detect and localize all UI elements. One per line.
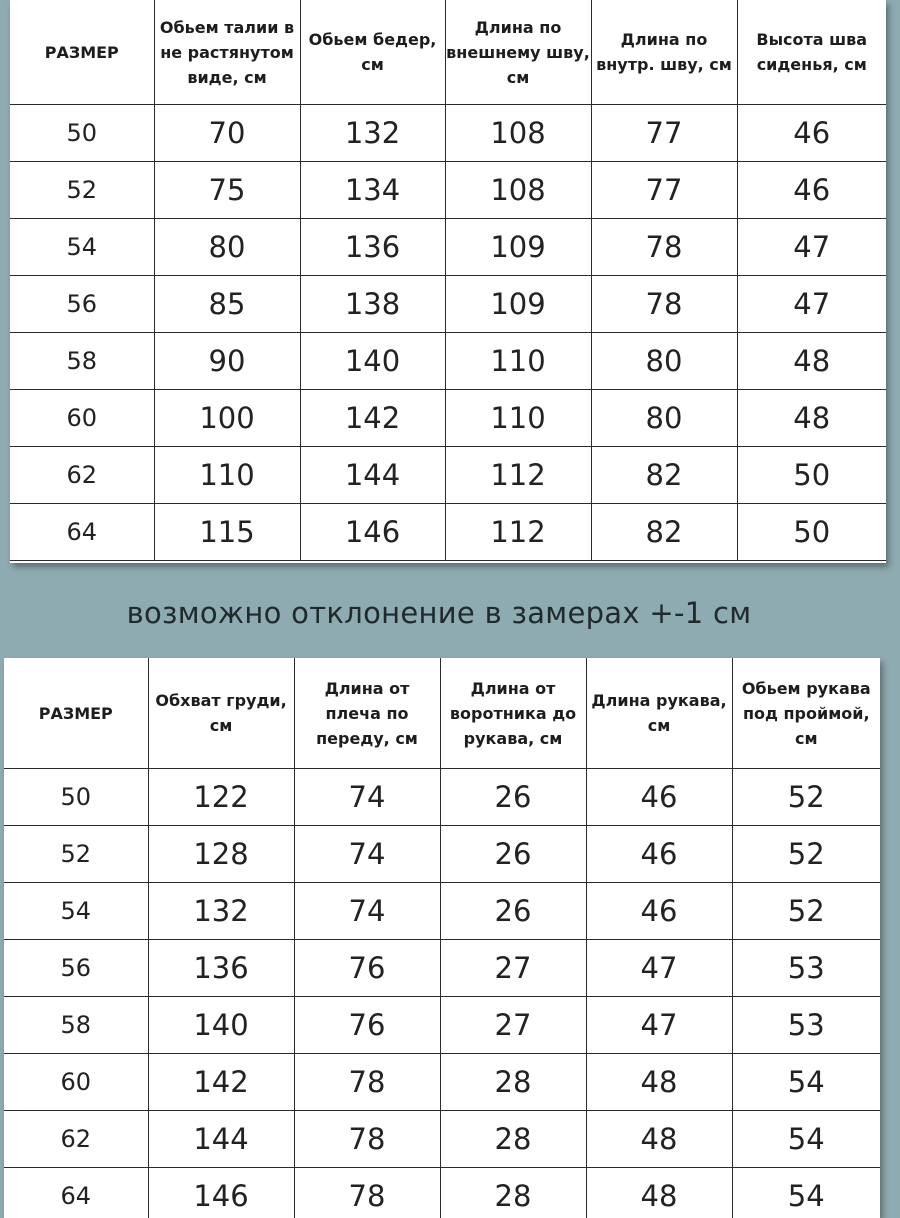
jacket-value-cell: 26 bbox=[440, 826, 586, 883]
pants-table-row bbox=[10, 219, 886, 276]
jacket-header-front-length: Длина от плеча по переду, см bbox=[294, 658, 440, 769]
pants-size-cell: 50 bbox=[10, 105, 154, 162]
jacket-header-chest: Обхват груди, см bbox=[148, 658, 294, 769]
pants-value-cell: 78 bbox=[591, 276, 737, 333]
jacket-value-cell: 128 bbox=[148, 826, 294, 883]
pants-value-cell: 46 bbox=[737, 105, 886, 162]
pants-header-size: РАЗМЕР bbox=[10, 0, 154, 105]
jacket-value-cell: 46 bbox=[586, 769, 732, 826]
jacket-value-cell: 47 bbox=[586, 940, 732, 997]
pants-value-cell: 46 bbox=[737, 162, 886, 219]
pants-value-cell: 80 bbox=[591, 333, 737, 390]
pants-header-inseam: Длина по внутр. шву, см bbox=[591, 0, 737, 105]
jacket-value-cell: 28 bbox=[440, 1054, 586, 1111]
pants-table-row bbox=[10, 447, 886, 504]
pants-value-cell: 144 bbox=[300, 447, 445, 504]
pants-value-cell: 134 bbox=[300, 162, 445, 219]
jacket-value-cell: 52 bbox=[732, 883, 880, 940]
jacket-value-cell: 26 bbox=[440, 883, 586, 940]
pants-value-cell: 82 bbox=[591, 447, 737, 504]
pants-value-cell: 115 bbox=[154, 504, 300, 561]
jacket-value-cell: 140 bbox=[148, 997, 294, 1054]
jacket-value-cell: 54 bbox=[732, 1168, 880, 1218]
pants-value-cell: 47 bbox=[737, 219, 886, 276]
pants-value-cell: 109 bbox=[445, 219, 591, 276]
jacket-value-cell: 122 bbox=[148, 769, 294, 826]
pants-value-cell: 75 bbox=[154, 162, 300, 219]
jacket-size-cell: 60 bbox=[4, 1054, 148, 1111]
pants-value-cell: 77 bbox=[591, 105, 737, 162]
jacket-value-cell: 28 bbox=[440, 1111, 586, 1168]
jacket-value-cell: 74 bbox=[294, 769, 440, 826]
pants-value-cell: 48 bbox=[737, 333, 886, 390]
jacket-value-cell: 146 bbox=[148, 1168, 294, 1218]
jacket-value-cell: 78 bbox=[294, 1111, 440, 1168]
pants-value-cell: 77 bbox=[591, 162, 737, 219]
pants-header-hips: Обьем бедер, см bbox=[300, 0, 445, 105]
jacket-size-cell: 62 bbox=[4, 1111, 148, 1168]
pants-value-cell: 110 bbox=[154, 447, 300, 504]
jacket-size-table bbox=[4, 658, 880, 1218]
jacket-value-cell: 52 bbox=[732, 769, 880, 826]
jacket-value-cell: 132 bbox=[148, 883, 294, 940]
pants-value-cell: 100 bbox=[154, 390, 300, 447]
pants-value-cell: 90 bbox=[154, 333, 300, 390]
jacket-value-cell: 53 bbox=[732, 940, 880, 997]
jacket-value-cell: 48 bbox=[586, 1111, 732, 1168]
pants-value-cell: 138 bbox=[300, 276, 445, 333]
jacket-table-row bbox=[4, 826, 880, 883]
jacket-value-cell: 74 bbox=[294, 883, 440, 940]
pants-size-sheet bbox=[10, 0, 886, 563]
jacket-header-row bbox=[4, 658, 880, 769]
jacket-value-cell: 76 bbox=[294, 997, 440, 1054]
pants-value-cell: 142 bbox=[300, 390, 445, 447]
pants-value-cell: 140 bbox=[300, 333, 445, 390]
pants-value-cell: 108 bbox=[445, 105, 591, 162]
jacket-size-cell: 54 bbox=[4, 883, 148, 940]
pants-table-row bbox=[10, 390, 886, 447]
pants-table-row bbox=[10, 333, 886, 390]
jacket-value-cell: 27 bbox=[440, 997, 586, 1054]
pants-value-cell: 47 bbox=[737, 276, 886, 333]
pants-value-cell: 146 bbox=[300, 504, 445, 561]
jacket-size-sheet bbox=[4, 658, 880, 1218]
pants-value-cell: 70 bbox=[154, 105, 300, 162]
jacket-value-cell: 52 bbox=[732, 826, 880, 883]
pants-size-cell: 54 bbox=[10, 219, 154, 276]
pants-header-rise: Высота шва сиденья, см bbox=[737, 0, 886, 105]
jacket-size-cell: 56 bbox=[4, 940, 148, 997]
jacket-size-cell: 50 bbox=[4, 769, 148, 826]
pants-value-cell: 110 bbox=[445, 390, 591, 447]
jacket-table-body bbox=[4, 769, 880, 1218]
pants-value-cell: 136 bbox=[300, 219, 445, 276]
pants-value-cell: 112 bbox=[445, 447, 591, 504]
jacket-value-cell: 46 bbox=[586, 826, 732, 883]
measurement-note: возможно отклонение в замерах +-1 см bbox=[0, 596, 878, 630]
pants-value-cell: 82 bbox=[591, 504, 737, 561]
pants-size-cell: 60 bbox=[10, 390, 154, 447]
pants-value-cell: 50 bbox=[737, 447, 886, 504]
pants-table-row bbox=[10, 162, 886, 219]
jacket-header-collar-to-sleeve: Длина от воротника до рукава, см bbox=[440, 658, 586, 769]
pants-value-cell: 80 bbox=[591, 390, 737, 447]
jacket-table-row bbox=[4, 769, 880, 826]
pants-value-cell: 48 bbox=[737, 390, 886, 447]
jacket-header-sleeve-volume: Обьем рукава под проймой, см bbox=[732, 658, 880, 769]
jacket-value-cell: 48 bbox=[586, 1054, 732, 1111]
jacket-value-cell: 27 bbox=[440, 940, 586, 997]
jacket-value-cell: 26 bbox=[440, 769, 586, 826]
jacket-value-cell: 54 bbox=[732, 1111, 880, 1168]
jacket-size-cell: 64 bbox=[4, 1168, 148, 1218]
pants-table-row bbox=[10, 276, 886, 333]
jacket-value-cell: 78 bbox=[294, 1168, 440, 1218]
pants-value-cell: 132 bbox=[300, 105, 445, 162]
jacket-table-row bbox=[4, 1054, 880, 1111]
pants-size-cell: 62 bbox=[10, 447, 154, 504]
pants-size-cell: 56 bbox=[10, 276, 154, 333]
pants-value-cell: 78 bbox=[591, 219, 737, 276]
jacket-size-cell: 58 bbox=[4, 997, 148, 1054]
jacket-value-cell: 142 bbox=[148, 1054, 294, 1111]
jacket-value-cell: 28 bbox=[440, 1168, 586, 1218]
pants-size-cell: 58 bbox=[10, 333, 154, 390]
jacket-value-cell: 47 bbox=[586, 997, 732, 1054]
pants-value-cell: 85 bbox=[154, 276, 300, 333]
jacket-value-cell: 144 bbox=[148, 1111, 294, 1168]
pants-header-waist: Обьем талии в не растянутом виде, см bbox=[154, 0, 300, 105]
jacket-value-cell: 53 bbox=[732, 997, 880, 1054]
jacket-value-cell: 136 bbox=[148, 940, 294, 997]
jacket-table-row bbox=[4, 997, 880, 1054]
jacket-value-cell: 54 bbox=[732, 1054, 880, 1111]
jacket-value-cell: 46 bbox=[586, 883, 732, 940]
pants-value-cell: 109 bbox=[445, 276, 591, 333]
jacket-size-cell: 52 bbox=[4, 826, 148, 883]
pants-size-cell: 64 bbox=[10, 504, 154, 561]
jacket-table-row bbox=[4, 940, 880, 997]
jacket-table-row bbox=[4, 1168, 880, 1218]
pants-value-cell: 80 bbox=[154, 219, 300, 276]
pants-table-row bbox=[10, 105, 886, 162]
pants-size-cell: 52 bbox=[10, 162, 154, 219]
pants-header-row bbox=[10, 0, 886, 105]
pants-header-outseam: Длина по внешнему шву, см bbox=[445, 0, 591, 105]
jacket-table-row bbox=[4, 1111, 880, 1168]
pants-size-table bbox=[10, 0, 886, 561]
pants-table-row bbox=[10, 504, 886, 561]
jacket-header-size: РАЗМЕР bbox=[4, 658, 148, 769]
jacket-value-cell: 48 bbox=[586, 1168, 732, 1218]
pants-value-cell: 110 bbox=[445, 333, 591, 390]
pants-table-body bbox=[10, 105, 886, 561]
jacket-value-cell: 76 bbox=[294, 940, 440, 997]
pants-value-cell: 50 bbox=[737, 504, 886, 561]
pants-value-cell: 112 bbox=[445, 504, 591, 561]
jacket-value-cell: 74 bbox=[294, 826, 440, 883]
jacket-table-row bbox=[4, 883, 880, 940]
jacket-header-sleeve-length: Длина рукава, см bbox=[586, 658, 732, 769]
pants-value-cell: 108 bbox=[445, 162, 591, 219]
jacket-value-cell: 78 bbox=[294, 1054, 440, 1111]
